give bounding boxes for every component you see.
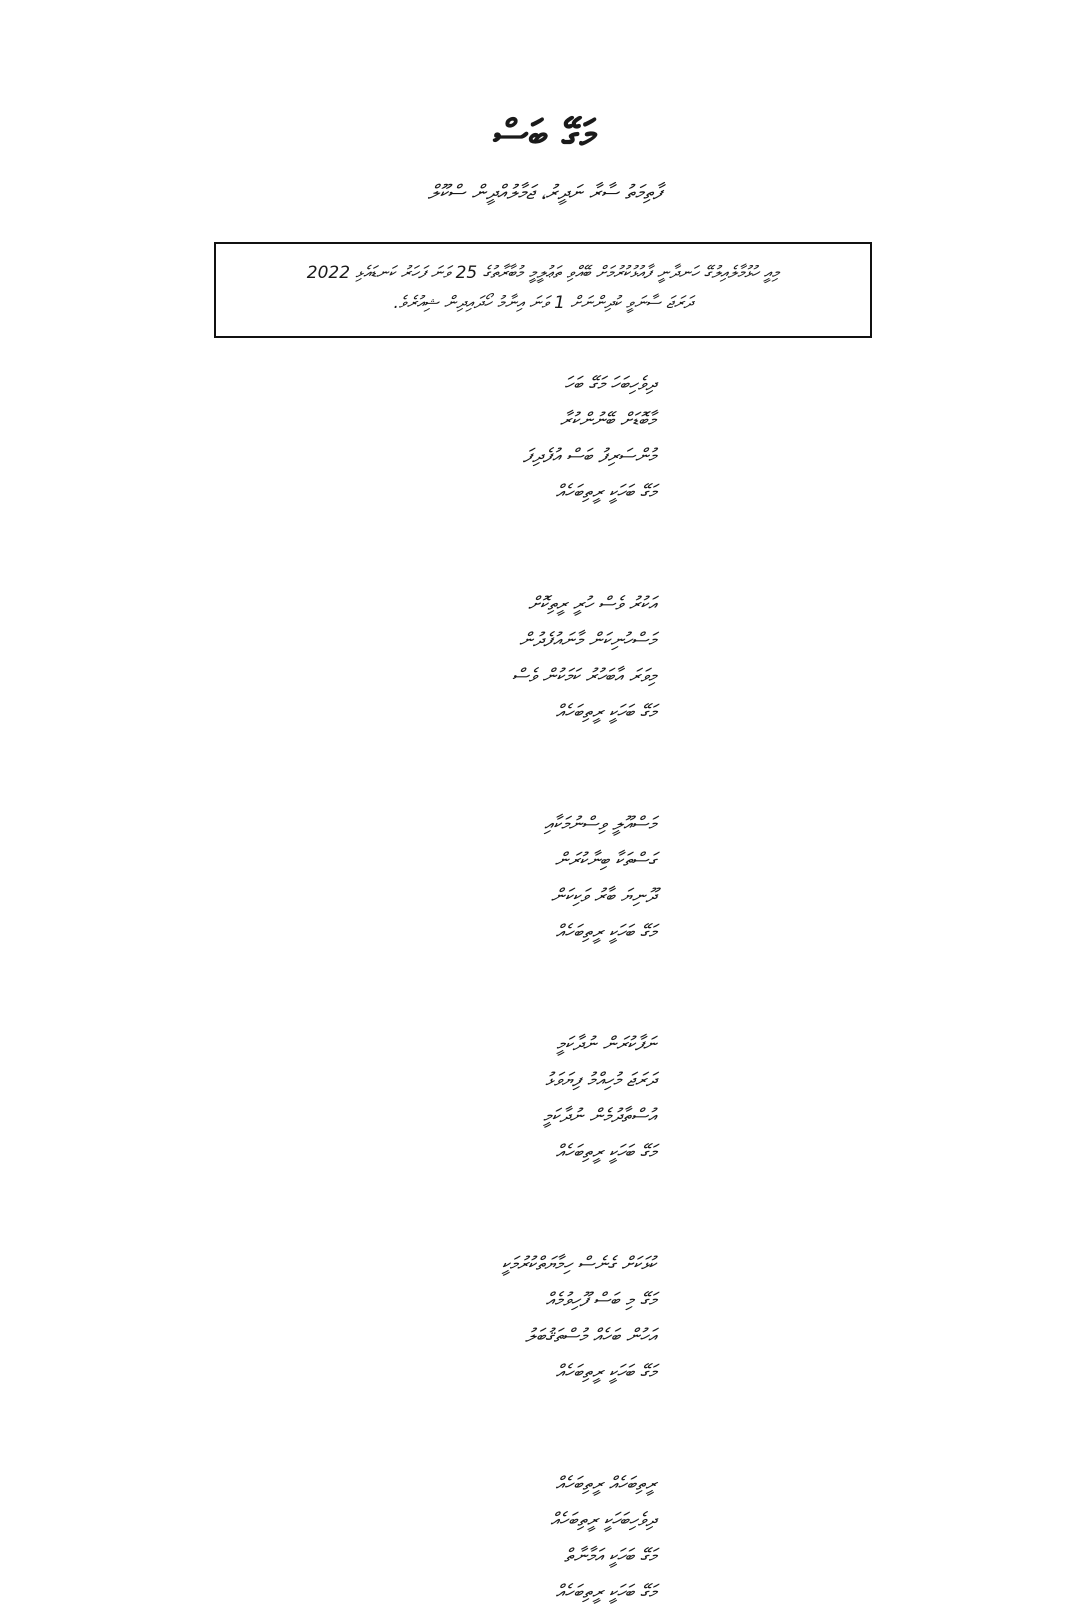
verse-line: މަސްއޫލީ ވިސްނުމަކާއި xyxy=(544,813,656,835)
author-line: ފާތިމަތު ސާރާ ނަދީރު، ޖަމާލުއްދީން ސްކޫލް xyxy=(427,180,662,204)
verse-line: އުސްތާދުމެން ނުދާކަމީ xyxy=(542,1105,656,1127)
verse-line: މަގޭ ބަހަކީ ރީތިބަހެއް xyxy=(555,1361,656,1383)
poem-body xyxy=(380,366,656,1610)
verse-line: ރީތިބަހެއް ރީތިބަހެއް xyxy=(555,1473,656,1495)
stanza xyxy=(380,1466,656,1610)
verse-line: މިވަރަ އާބަހުރު ކަމަކުން ވެސް xyxy=(511,665,656,687)
verse-line: ދޫނިޔަ ބާރު ވަކިކަން xyxy=(550,885,656,907)
verse-line: މަގޭ ބަހަކީ ރީތިބަހެއް xyxy=(555,481,656,503)
verse-line: ގަސްތަކާ ބިނާކުރަން xyxy=(554,849,656,871)
stanza xyxy=(380,806,656,950)
poem-title: މަގޭ ބަސް xyxy=(493,112,596,158)
verse-line: ދިވެހިބަހަ މަގޭ ބަހަ xyxy=(564,373,656,395)
verse-line: މަސްހުނިކަން މާނައުފެދުން xyxy=(519,629,656,651)
award-note-line: މިއީ ހުޅުމާލެއިލުގޭ ހަނދާނީ ފާއުޅުކުރުމަށް ބޭއްވި ތަޢުލީމީ މުބާރާތުގެ 25 ވަނަ ފަހަރު ކަނޑައެޅި 2022 xyxy=(306,263,780,283)
verse-line: ނަފާކުރަން ނުދާކަމީ xyxy=(556,1033,656,1055)
stanza xyxy=(380,366,656,510)
verse-line: މުންސަރިފު ބަސް އުފެދިފަ xyxy=(522,445,656,467)
stanza xyxy=(380,586,656,730)
verse-line: މަގޭ ބަހަކީ ރީތިބަހެއް xyxy=(555,921,656,943)
verse-line: ދަރަޖަ މުހިއްމު ފިޔަވަޅު xyxy=(545,1069,656,1091)
stanza xyxy=(380,1026,656,1170)
verse-line: މަގޭ ބަހަކީ ރީތިބަހެއް xyxy=(555,701,656,723)
verse-line: މަގޭ ބަހަކީ ރީތިބަހެއް xyxy=(555,1141,656,1163)
stanza xyxy=(380,1246,656,1390)
verse-line: މަގޭ ބަހަކީ އަމާނާތް xyxy=(564,1545,656,1567)
verse-line: އަހުން ބަހެއް މުސްތަޤުބަލު xyxy=(524,1325,656,1347)
award-note-line: ދަރަޖަ ސާނަވީ ކުދިންނަށް 1 ވަނަ އިނާމު ހޯދައިދިން ޝިއުރެވެ. xyxy=(393,293,693,313)
verse-line: މަގޭ މި ބަސް ފޫހިވުމެއް xyxy=(545,1289,656,1311)
verse-line: މާބޮޑަށް ބޭނުންކުރާ xyxy=(559,409,656,431)
verse-line: މަގޭ ބަހަކީ ރީތިބަހެއް xyxy=(555,1581,656,1603)
verse-line: ކުޅަކަށް ގެނެސް ހިމާޔަތްކުރުމަކީ xyxy=(501,1253,656,1275)
award-note-box xyxy=(214,242,872,338)
verse-line: އަކުރު ވެސް ހުރީ ރީތިކޮށް xyxy=(528,593,656,615)
verse-line: ދިވެހިބަހަކީ ރީތިބަހެއް xyxy=(550,1509,656,1531)
